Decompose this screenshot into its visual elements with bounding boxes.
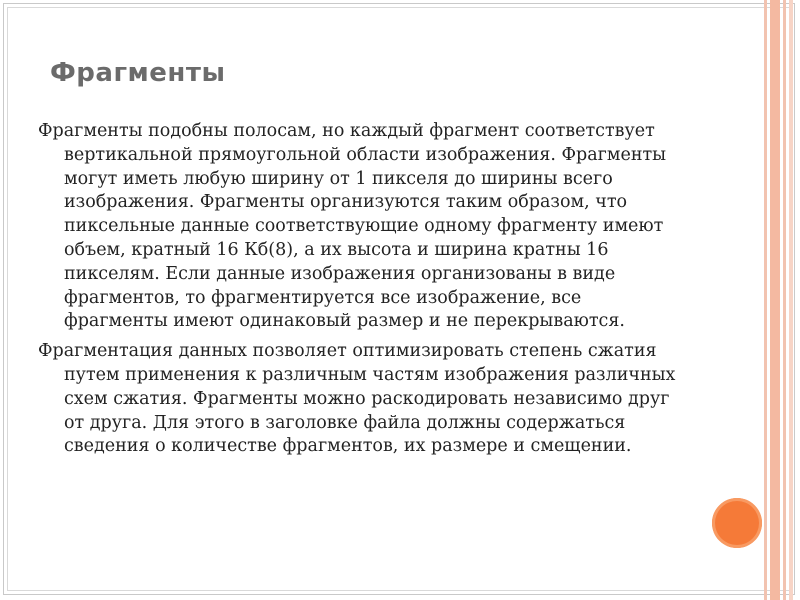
decorative-circle-icon (712, 498, 762, 548)
decorative-stripe (789, 0, 793, 600)
decorative-stripe (770, 0, 780, 600)
slide-body (38, 120, 688, 465)
slide-title: Фрагменты (50, 58, 226, 88)
paragraph-1: Фрагменты подобны полосам, но каждый фрагмент соответствует вертикальной прямоугольной области изображения. Фрагменты могут иметь любую ширину от 1 пикселя до ширины всего изображения. Фрагменты организуются таким образом, что пиксельные данные соответствующие одному фрагменту имеют объем, кратный 16 Кб(8), а их высота и ширина кратны 16 пикселям. Если данные изображения организованы в виде фрагментов, то фрагментируется все изображение, все фрагменты имеют одинаковый размер и не перекрываются. (38, 121, 667, 332)
decorative-stripe (764, 0, 767, 600)
decorative-stripe (783, 0, 786, 600)
paragraph-2: Фрагментация данных позволяет оптимизировать степень сжатия путем применения к различным частям изображения различных схем сжатия. Фрагменты можно раскодировать независимо друг от друга. Для этого в заголовке файла должны содержаться сведения о количестве фрагментов, их размере и смещении. (38, 341, 676, 457)
